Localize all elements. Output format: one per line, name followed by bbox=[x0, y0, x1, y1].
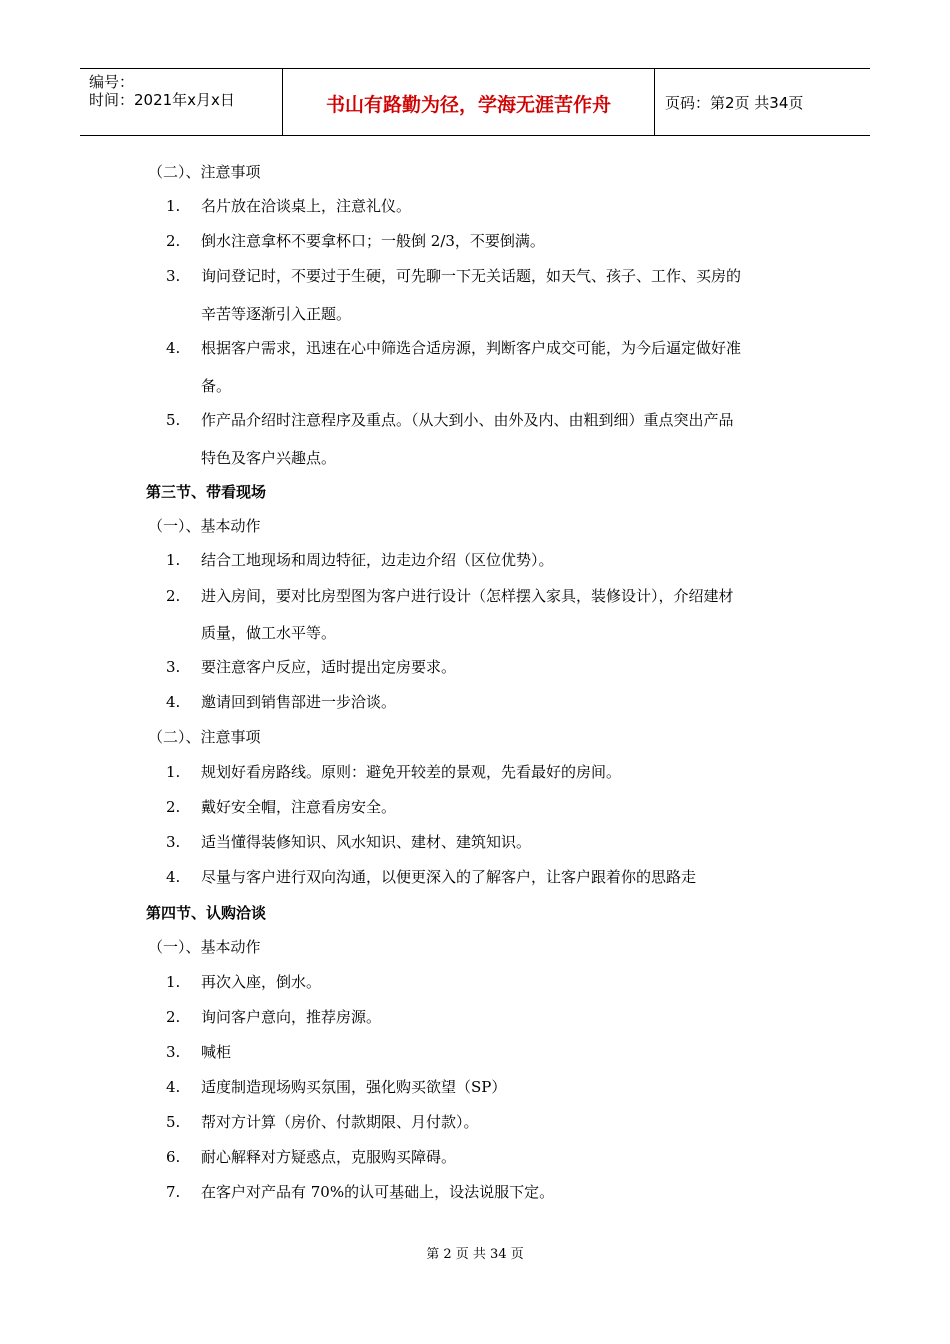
list-number: 4. bbox=[166, 1078, 181, 1096]
motto-text: 书山有路勤为径，学海无涯苦作舟 bbox=[325, 94, 611, 116]
list-item: 适当懂得装修知识、风水知识、建材、建筑知识。 bbox=[201, 833, 532, 851]
list-item: 倒水注意拿杯不要拿杯口；一般倒 2/3，不要倒满。 bbox=[201, 232, 545, 250]
list-item: 根据客户需求，迅速在心中筛选合适房源，判断客户成交可能，为今后逼定做好准 bbox=[201, 339, 742, 357]
list-number: 3. bbox=[166, 833, 181, 851]
list-number: 4. bbox=[166, 868, 181, 886]
list-number: 2. bbox=[166, 798, 181, 816]
list-number: 1. bbox=[166, 973, 181, 991]
list-number: 4. bbox=[166, 339, 181, 357]
list-item: 再次入座，倒水。 bbox=[201, 973, 322, 991]
list-item: 结合工地现场和周边特征，边走边介绍（区位优势）。 bbox=[201, 551, 554, 569]
list-item: 在客户对产品有 70%的认可基础上，设法说服下定。 bbox=[201, 1183, 555, 1201]
list-item: 帮对方计算（房价、付款期限、月付款）。 bbox=[201, 1113, 479, 1131]
list-item: 要注意客户反应，适时提出定房要求。 bbox=[201, 658, 457, 676]
list-item: 喊柜 bbox=[201, 1043, 232, 1061]
list-number: 3. bbox=[166, 1043, 181, 1061]
list-number: 1. bbox=[166, 197, 181, 215]
list-number: 3. bbox=[166, 267, 181, 285]
list-number: 7. bbox=[166, 1183, 181, 1201]
list-item: 进入房间，要对比房型图为客户进行设计（怎样摆入家具，装修设计），介绍建材 bbox=[201, 587, 734, 605]
header-page-cell bbox=[655, 69, 870, 135]
list-number: 2. bbox=[166, 587, 181, 605]
list-number: 3. bbox=[166, 658, 181, 676]
list-number: 1. bbox=[166, 551, 181, 569]
time-label: 时间：2021年x月x日 bbox=[89, 91, 235, 109]
list-item-continuation: 质量，做工水平等。 bbox=[201, 624, 337, 642]
section-heading: 第四节、认购洽谈 bbox=[146, 904, 267, 922]
subheading: （二）、注意事项 bbox=[148, 728, 261, 746]
list-item: 名片放在洽谈桌上，注意礼仪。 bbox=[201, 197, 412, 215]
list-item: 询问登记时，不要过于生硬，可先聊一下无关话题，如天气、孩子、工作、买房的 bbox=[201, 267, 742, 285]
document-header bbox=[80, 68, 870, 136]
subheading: （一）、基本动作 bbox=[148, 517, 261, 535]
page-footer: 第 2 页 共 34 页 bbox=[426, 1247, 524, 1262]
list-number: 1. bbox=[166, 763, 181, 781]
list-number: 4. bbox=[166, 693, 181, 711]
list-item: 规划好看房路线。原则：避免开较差的景观，先看最好的房间。 bbox=[201, 763, 622, 781]
list-number: 2. bbox=[166, 232, 181, 250]
subheading: （一）、基本动作 bbox=[148, 938, 261, 956]
list-number: 5. bbox=[166, 411, 181, 429]
list-number: 5. bbox=[166, 1113, 181, 1131]
section-heading: 第三节、带看现场 bbox=[146, 483, 267, 501]
list-item-continuation: 特色及客户兴趣点。 bbox=[201, 449, 337, 467]
list-item: 作产品介绍时注意程序及重点。（从大到小、由外及内、由粗到细）重点突出产品 bbox=[201, 411, 734, 429]
page-code: 页码：第2页 共34页 bbox=[665, 94, 804, 112]
list-item-continuation: 备。 bbox=[201, 377, 232, 395]
list-item: 耐心解释对方疑惑点，克服购买障碍。 bbox=[201, 1148, 457, 1166]
list-item: 询问客户意向，推荐房源。 bbox=[201, 1008, 382, 1026]
list-item: 尽量与客户进行双向沟通，以便更深入的了解客户，让客户跟着你的思路走 bbox=[201, 868, 697, 886]
list-item: 戴好安全帽，注意看房安全。 bbox=[201, 798, 397, 816]
list-number: 2. bbox=[166, 1008, 181, 1026]
header-motto-cell bbox=[283, 69, 655, 135]
list-item-continuation: 辛苦等逐渐引入正题。 bbox=[201, 305, 352, 323]
list-item: 适度制造现场购买氛围，强化购买欲望（SP） bbox=[201, 1078, 507, 1096]
subheading: （二）、注意事项 bbox=[148, 163, 261, 181]
header-info-cell bbox=[80, 69, 283, 135]
list-item: 邀请回到销售部进一步洽谈。 bbox=[201, 693, 397, 711]
number-label: 编号： bbox=[89, 73, 135, 91]
list-number: 6. bbox=[166, 1148, 181, 1166]
